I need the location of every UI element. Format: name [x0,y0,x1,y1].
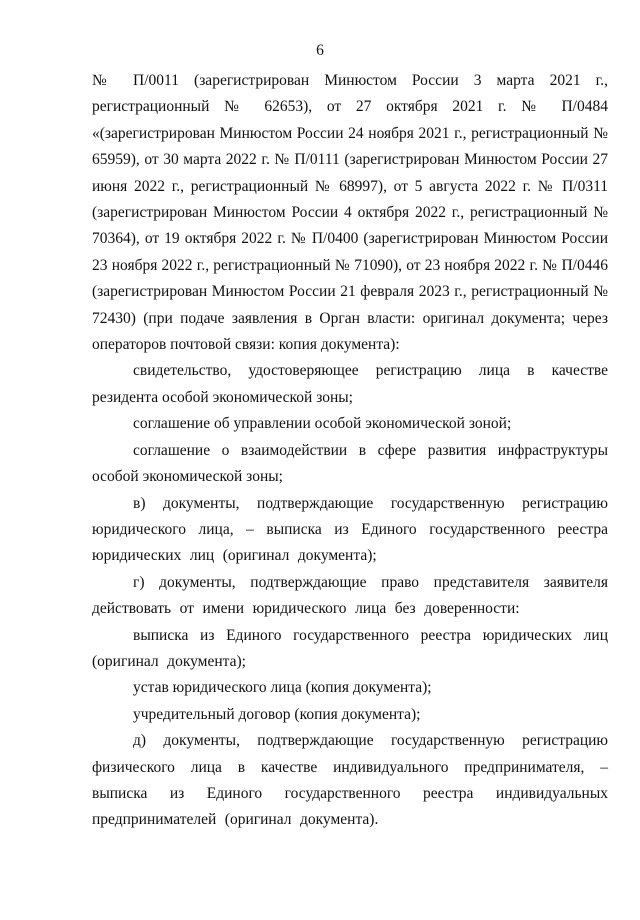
page-number: 6 [316,42,324,59]
paragraph-item-d: д) документы, подтверждающие государственную регистрацию физического лица в качестве индивидуального предпринимателя, – выписка из Единого государственного реестра индивидуальных предпринимателей (оригинал документа). [92,732,608,829]
paragraph-registration-list: № П/0011 (зарегистрирован Минюстом России 3 марта 2021 г., регистрационный № 62653), от 27 октября 2021 г. № П/0484 «(зарегистрирован Минюстом России 24 ноября 2021 г., регистрационный № 65959), от 30 марта 2022 г. № П/0111 (зарегистрирован Минюстом России 27 июня 2022 г., регистрационный № 68997), от 5 августа 2022 г. № П/0311 (зарегистрирован Минюстом России 4 октября 2022 г., регистрационный № 70364), от 19 октября 2022 г. № П/0400 (зарегистрирован Минюстом России 23 ноября 2022 г., регистрационный № 71090), от 23 ноября 2022 г. № П/0446 (зарегистрирован Минюстом России 21 февраля 2023 г., регистрационный № 72430) (при подаче заявления в Орган власти: оригинал документа; через операторов почтовой связи: копия документа): [92,72,608,354]
paragraph-legal-entity-extract: выписка из Единого государственного реестра юридических лиц (оригинал документа); [92,626,608,670]
paragraph-item-v: в) документы, подтверждающие государственную регистрацию юридического лица, – выписка из Единого государственного реестра юридических лиц (оригинал документа); [92,494,608,565]
paragraph-charter: устав юридического лица (копия документа); [133,679,432,697]
paragraph-management-agreement: соглашение об управлении особой экономической зоной; [133,415,512,433]
paragraph-infrastructure-agreement: соглашение о взаимодействии в сфере развития инфраструктуры особой экономической зоны; [92,441,608,486]
document-body [92,68,608,834]
paragraph-founding-agreement: учредительный договор (копия документа); [133,705,421,723]
paragraph-resident-certificate: свидетельство, удостоверяющее регистрацию лица в качестве резидента особой экономической зоны; [92,362,608,406]
paragraph-item-g: г) документы, подтверждающие право представителя заявителя действовать от имени юридического лица без доверенности: [92,573,608,618]
